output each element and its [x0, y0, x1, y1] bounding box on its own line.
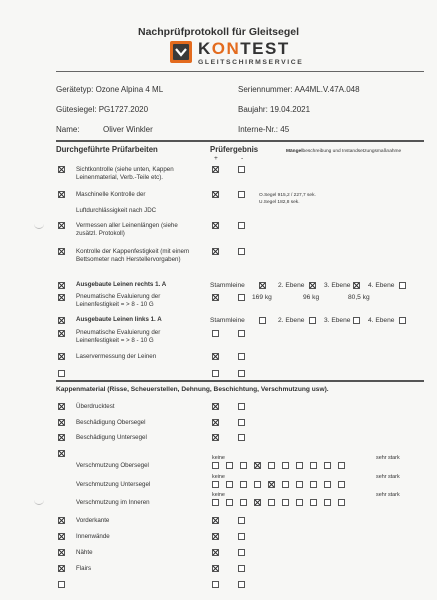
minus-checkbox[interactable]	[238, 533, 245, 540]
ebene2-label: 2. Ebene	[278, 282, 305, 289]
empty-checkbox[interactable]	[58, 370, 65, 377]
scale-right-label: sehr stark	[376, 455, 400, 461]
geraetetyp: Gerätetyp: Ozone Alpina 4 ML	[56, 85, 164, 94]
checkbox-vermessen[interactable]	[58, 222, 65, 229]
minus-checkbox[interactable]	[238, 353, 245, 360]
checkbox-ueberdrucktest[interactable]	[58, 403, 65, 410]
minus-label: -	[241, 155, 244, 162]
plus-checkbox[interactable]	[212, 370, 219, 377]
ebene4-label: 4. Ebene	[368, 282, 395, 289]
checkbox-kappenfestigkeit[interactable]	[58, 248, 65, 255]
minus-checkbox[interactable]	[238, 370, 245, 377]
plus-checkbox[interactable]	[212, 581, 219, 588]
ebene3-checkbox[interactable]	[353, 282, 360, 289]
row-label: Sichtkontrolle (siehe unten, Kappen Leinenmaterial, Verb.-Teile etc).	[76, 166, 174, 181]
minus-checkbox[interactable]	[238, 191, 245, 198]
section-title: Durchgeführte Prüfarbeiten	[56, 145, 158, 154]
scale-row-label: Verschmutzung Untersegel	[76, 481, 151, 488]
scale-checkbox[interactable]	[282, 462, 289, 469]
plus-checkbox[interactable]	[212, 248, 219, 255]
scale-checkbox[interactable]	[282, 499, 289, 506]
scale-checkbox[interactable]	[296, 481, 303, 488]
checkbox-sichtkontrolle[interactable]	[58, 166, 65, 173]
logo-subtitle: GLEITSCHIRMSERVICE	[198, 59, 304, 66]
scale-checkbox[interactable]	[254, 481, 261, 488]
scale-checkbox[interactable]	[310, 481, 317, 488]
minus-checkbox[interactable]	[238, 565, 245, 572]
scale-left-label: keine	[212, 474, 225, 480]
plus-checkbox[interactable]	[212, 353, 219, 360]
kg-value: 96 kg	[303, 294, 320, 301]
row-label: Flairs	[76, 565, 92, 572]
plus-checkbox[interactable]	[212, 434, 219, 441]
scale-right-label: sehr stark	[376, 492, 400, 498]
document-title: Nachprüfprotokoll für Gleitsegel	[137, 26, 300, 38]
minus-checkbox[interactable]	[238, 166, 245, 173]
scale-checkbox[interactable]	[226, 462, 233, 469]
stammleine-checkbox[interactable]	[259, 282, 266, 289]
row-label: Nähte	[76, 549, 93, 556]
minus-checkbox[interactable]	[238, 330, 245, 337]
segel-note-1: O.Segel 915,2 / 227,7 sek.	[259, 193, 316, 198]
scale-checkbox[interactable]	[268, 499, 275, 506]
checkbox-innenwaende[interactable]	[58, 533, 65, 540]
row-label: Pneumatische Evaluierung der Leinenfestigkeit = > 8 - 10 G	[76, 329, 161, 344]
ebene2-checkbox[interactable]	[309, 317, 316, 324]
scale-checkbox[interactable]	[282, 481, 289, 488]
row-label: Ausgebaute Leinen rechts 1. A	[76, 281, 167, 288]
checkbox-pneumatik-rechts[interactable]	[58, 294, 65, 301]
baujahr: Baujahr: 19.04.2021	[238, 105, 311, 114]
empty-checkbox[interactable]	[58, 581, 65, 588]
ebene3-label: 3. Ebene	[324, 317, 351, 324]
row-label: Beschädigung Obersegel	[76, 419, 146, 426]
minus-checkbox[interactable]	[238, 294, 245, 301]
punch-hole	[34, 500, 44, 505]
minus-checkbox[interactable]	[238, 403, 245, 410]
plus-checkbox[interactable]	[212, 533, 219, 540]
scale-checkbox[interactable]	[212, 462, 219, 469]
row-label: Überdrucktest	[76, 403, 115, 410]
plus-checkbox[interactable]	[212, 222, 219, 229]
row-label: Vermessen aller Leinenlängen (siehe zusätzl. Protokoll)	[76, 222, 178, 237]
scale-checkbox[interactable]	[324, 462, 331, 469]
row-label: Luftdurchlässigkeit nach JDC	[76, 207, 157, 214]
notes-title: Mängelbeschreibung und Instandsetzungsmaßnahme	[286, 149, 402, 154]
plus-label: +	[214, 155, 218, 162]
seriennummer: Seriennummer: AA4ML.V.47A.048	[238, 85, 360, 94]
ebene3-checkbox[interactable]	[353, 317, 360, 324]
kg-value: 80,5 kg	[348, 294, 370, 301]
checkbox-pneumatik-links[interactable]	[58, 330, 65, 337]
scale-checkbox[interactable]	[310, 462, 317, 469]
punch-hole	[34, 224, 44, 229]
ebene2-checkbox[interactable]	[309, 282, 316, 289]
scale-checkbox[interactable]	[212, 481, 219, 488]
checkbox-maschinelle-kontrolle[interactable]	[58, 191, 65, 198]
scale-left-label: keine	[212, 455, 225, 461]
scale-checkbox[interactable]	[268, 481, 275, 488]
guetesiegel: Gütesiegel: PG1727.2020	[56, 105, 149, 114]
scale-checkbox[interactable]	[338, 499, 345, 506]
row-label: Innenwände	[76, 533, 110, 540]
kontest-logo-icon	[169, 40, 193, 64]
minus-checkbox[interactable]	[238, 419, 245, 426]
plus-checkbox[interactable]	[212, 419, 219, 426]
checkbox-verschmutzung[interactable]	[58, 450, 65, 457]
divider	[56, 380, 424, 382]
checkbox-flairs[interactable]	[58, 565, 65, 572]
scale-checkbox[interactable]	[254, 462, 261, 469]
scale-checkbox[interactable]	[268, 462, 275, 469]
scale-checkbox[interactable]	[324, 481, 331, 488]
scale-row-label: Verschmutzung Obersegel	[76, 462, 149, 469]
checkbox-naehte[interactable]	[58, 549, 65, 556]
minus-checkbox[interactable]	[238, 248, 245, 255]
checkbox-leinen-rechts[interactable]	[58, 282, 65, 289]
plus-checkbox[interactable]	[212, 294, 219, 301]
scale-checkbox[interactable]	[240, 481, 247, 488]
row-label: Kontrolle der Kappenfestigkeit (mit einem Bettsometer nach Herstellervorgaben)	[76, 248, 190, 263]
row-label: Ausgebaute Leinen links 1. A	[76, 316, 162, 323]
result-title: Prüfergebnis	[210, 145, 259, 154]
row-label: Beschädigung Untersegel	[76, 434, 147, 441]
kg-value: 169 kg	[252, 294, 272, 301]
scale-checkbox[interactable]	[296, 462, 303, 469]
interne-nr: Interne-Nr.: 45	[238, 125, 290, 134]
name-label: Name:	[56, 125, 80, 134]
scale-checkbox[interactable]	[254, 499, 261, 506]
scale-left-label: keine	[212, 492, 225, 498]
minus-checkbox[interactable]	[238, 581, 245, 588]
scale-checkbox[interactable]	[324, 499, 331, 506]
ebene4-checkbox[interactable]	[399, 282, 406, 289]
checkbox-vorderkante[interactable]	[58, 517, 65, 524]
stammleine-label: Stammleine	[210, 317, 245, 324]
ebene4-label: 4. Ebene	[368, 317, 395, 324]
minus-checkbox[interactable]	[238, 222, 245, 229]
name-value: Oliver Winkler	[103, 125, 153, 134]
plus-checkbox[interactable]	[212, 403, 219, 410]
scale-checkbox[interactable]	[240, 462, 247, 469]
divider	[56, 140, 424, 142]
scale-checkbox[interactable]	[226, 481, 233, 488]
checkbox-obersegel[interactable]	[58, 419, 65, 426]
ebene4-checkbox[interactable]	[399, 317, 406, 324]
minus-checkbox[interactable]	[238, 434, 245, 441]
plus-checkbox[interactable]	[212, 565, 219, 572]
plus-checkbox[interactable]	[212, 517, 219, 524]
scale-checkbox[interactable]	[226, 499, 233, 506]
scale-checkbox[interactable]	[212, 499, 219, 506]
scale-right-label: sehr stark	[376, 474, 400, 480]
ebene2-label: 2. Ebene	[278, 317, 305, 324]
ebene3-label: 3. Ebene	[324, 282, 351, 289]
plus-checkbox[interactable]	[212, 191, 219, 198]
plus-checkbox[interactable]	[212, 549, 219, 556]
stammleine-label: Stammleine	[210, 282, 245, 289]
scale-checkbox[interactable]	[338, 462, 345, 469]
row-label: Pneumatische Evaluierung der Leinenfestigkeit = > 8 - 10 G	[76, 293, 161, 308]
row-label: Laservermessung der Leinen	[76, 353, 157, 360]
minus-checkbox[interactable]	[238, 517, 245, 524]
scale-checkbox[interactable]	[310, 499, 317, 506]
scale-checkbox[interactable]	[240, 499, 247, 506]
checkbox-leinen-links[interactable]	[58, 317, 65, 324]
scale-checkbox[interactable]	[338, 481, 345, 488]
logo-wordmark: KONTEST	[198, 39, 290, 58]
checkbox-laservermessung[interactable]	[58, 353, 65, 360]
stammleine-checkbox[interactable]	[259, 317, 266, 324]
plus-checkbox[interactable]	[212, 330, 219, 337]
minus-checkbox[interactable]	[238, 549, 245, 556]
scale-checkbox[interactable]	[296, 499, 303, 506]
section2-title: Kappenmaterial (Risse, Scheuerstellen, Dehnung, Beschichtung, Verschmutzung usw).	[56, 386, 329, 393]
row-label: Vorderkante	[76, 517, 110, 524]
divider	[56, 71, 424, 72]
row-label: Maschinelle Kontrolle der	[76, 191, 146, 198]
plus-checkbox[interactable]	[212, 166, 219, 173]
scale-row-label: Verschmutzung im Inneren	[76, 499, 150, 506]
segel-note-2: U.Segel 182,8 sek.	[259, 200, 300, 205]
checkbox-untersegel[interactable]	[58, 434, 65, 441]
